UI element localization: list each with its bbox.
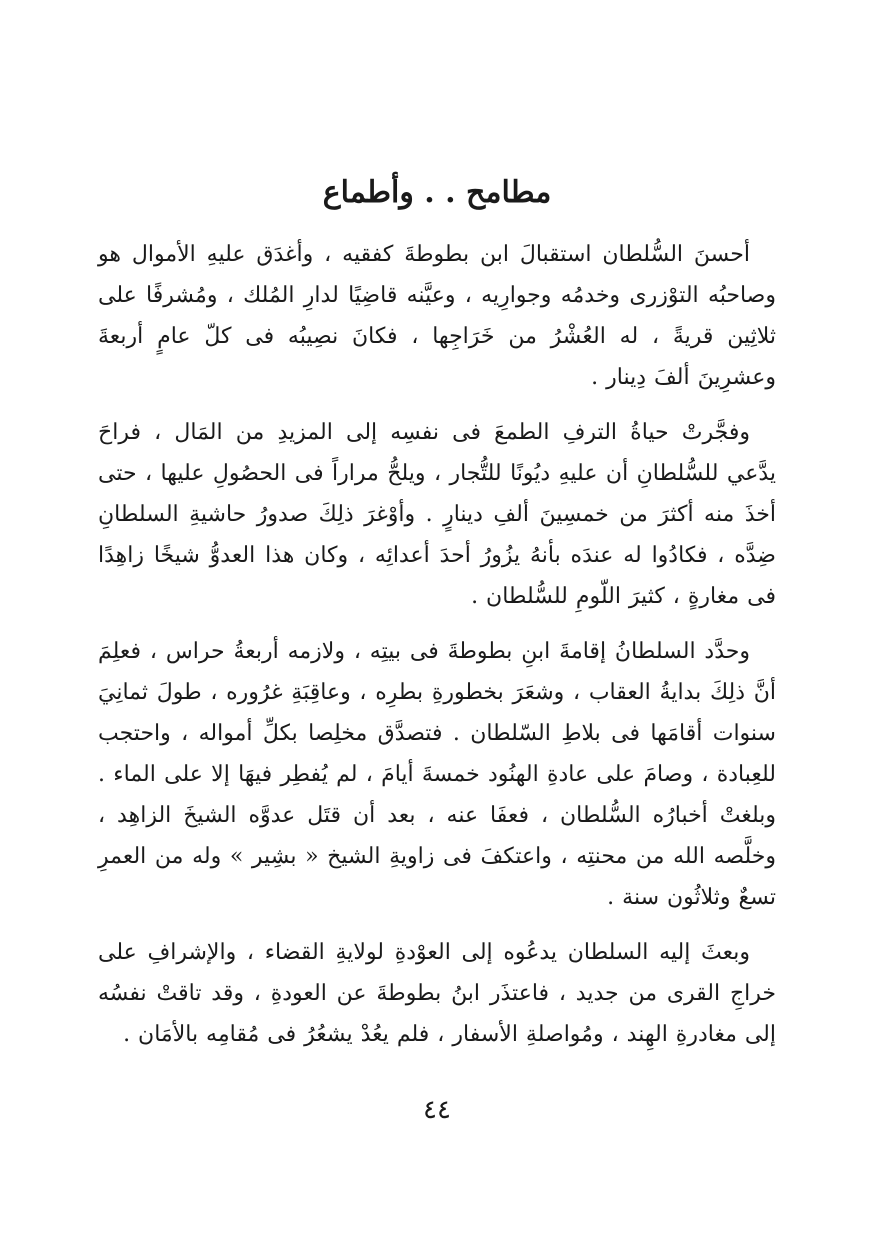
- page-body: [98, 170, 776, 1180]
- paragraph-4: وبعثَ إليه السلطان يدعُوه إلى العوْدةِ لولايةِ القضاء ، والإشرافِ على خراجِ القرى من جديد ، فاعتذَر ابنُ بطوطةَ عن العودةِ ، وقد تاقتْ نفسُه إلى مغادرةِ الهِند ، ومُواصلةِ الأسفار ، فلم يعُدْ يشعُرُ فى مُقامِه بالأمَان .: [98, 940, 776, 1047]
- page-number: ٤٤: [423, 1095, 451, 1125]
- paragraph-1: أحسنَ السُّلطان استقبالَ ابن بطوطةَ كفقيه ، وأغدَق عليهِ الأموال هو وصاحبُه التوْزرى وخدمُه وجوارِيه ، وعيَّنه قاضِيًا لدارِ المُلك ، ومُشرفًا على ثلاثِين قريةً ، له العُشْرُ من خَرَاجِها ، فكانَ نصِيبُه فى كلّ عامٍ أربعةَ وعشرِينَ ألفَ دِينار .: [98, 242, 776, 390]
- chapter-title: مطامح . . وأطماع: [322, 175, 552, 210]
- paragraph-3: وحدَّد السلطانُ إقامةَ ابنِ بطوطةَ فى بيتِه ، ولازمه أربعةُ حراس ، فعلِمَ أنَّ ذلِكَ بدايةُ العقاب ، وشعَرَ بخطورةِ بطرِه ، وعاقِبَةِ غرُوره ، طولَ ثمانِيَ سنوات أقامَها فى بلاطِ السّلطان . فتصدَّق مخلِصا بكلِّ أمواله ، واحتجب للعِبادة ، وصامَ على عادةِ الهنُود خمسةَ أيامَ ، لم يُفطِر فيهَا إلا على الماء . وبلغتْ أخبارُه السُّلطان ، فعفَا عنه ، بعد أن قتَل عدوَّه الشيخَ الزاهِد ، وخلَّصه الله من محنتِه ، واعتكفَ فى زاويةِ الشيخ « بشِير » وله من العمرِ تسعٌ وثلاثُون سنة .: [98, 639, 776, 910]
- paragraph-2: وفجَّرتْ حياةُ الترفِ الطمعَ فى نفسِه إلى المزيدِ من المَال ، فراحَ يدَّعي للسُّلطانِ أن عليهِ ديُونًا للتُّجار ، ويلحُّ مراراً فى الحصُولِ عليها ، حتى أخذَ منه أكثرَ من خمسِينَ ألفِ دينارٍ . وأوْغرَ ذلِكَ صدورُ حاشيةِ السلطانِ ضِدَّه ، فكادُوا له عندَه بأنهُ يزُورُ أحدَ أعدائِه ، وكان هذا العدوُّ شيخًا زاهِدًا فى مغارةٍ ، كثيرَ اللّومِ للسُّلطان .: [98, 420, 776, 609]
